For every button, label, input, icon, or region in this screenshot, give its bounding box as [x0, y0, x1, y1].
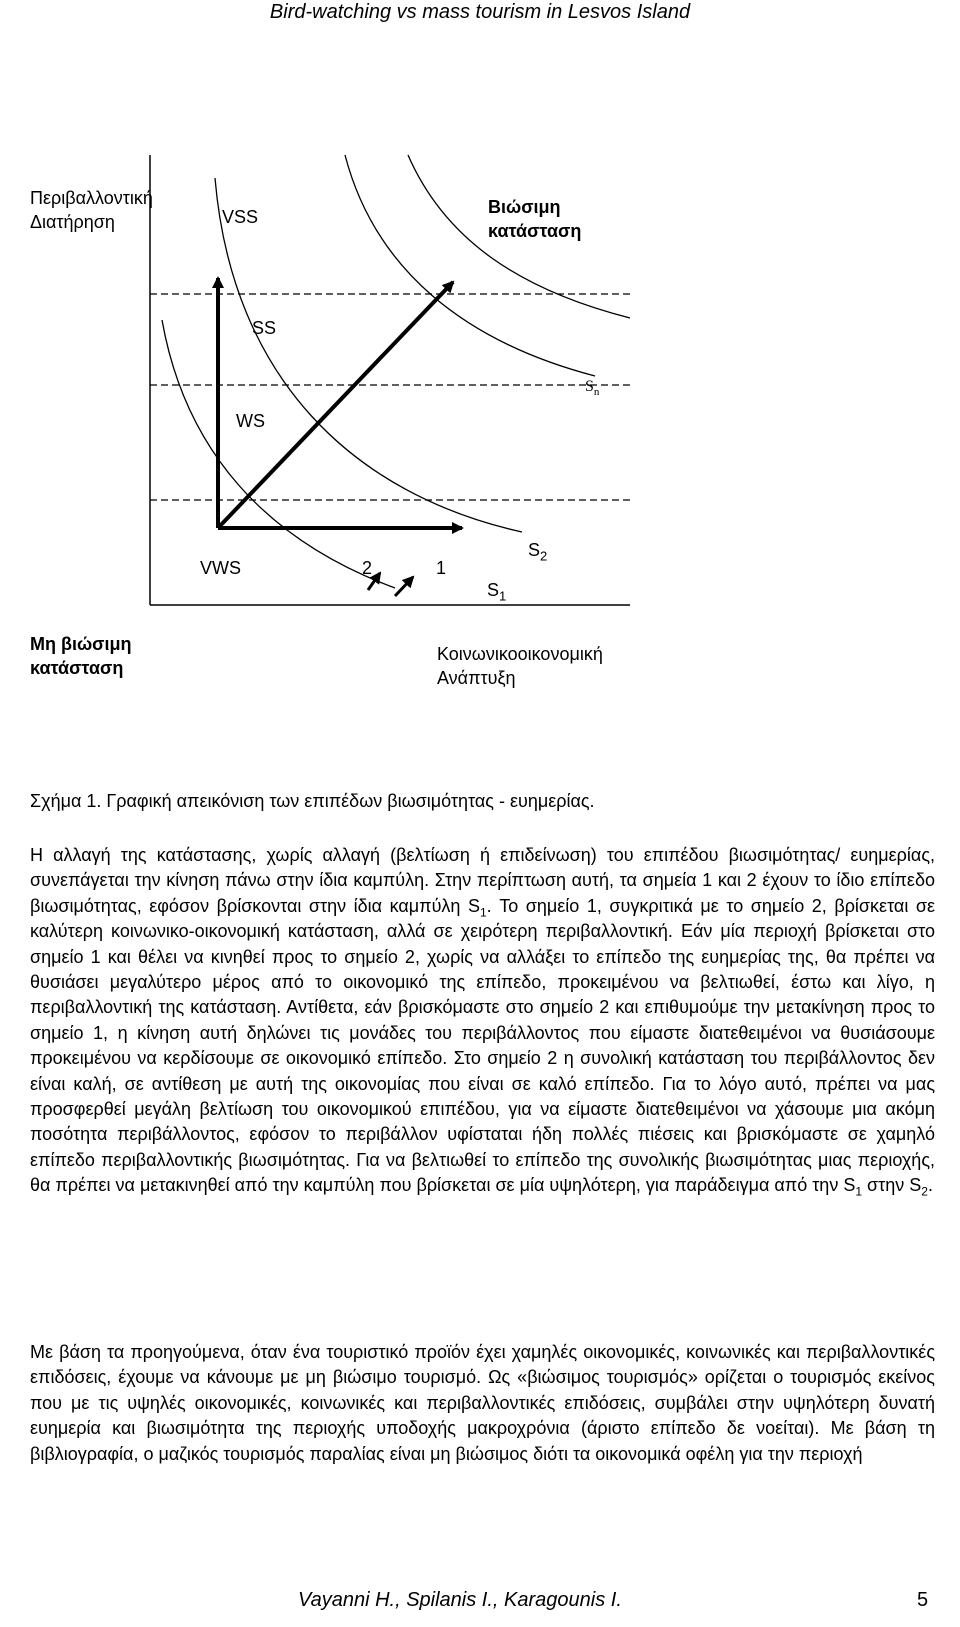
body-paragraph-1: Η αλλαγή της κατάστασης, χωρίς αλλαγή (βελτίωση ή επιδείνωση) του επιπέδου βιωσιμότητας/ ευημερίας, συνεπάγεται την κίνηση πάνω στην ίδια καμπύλη. Στην περίπτωση αυτή, τα σημεία 1 και 2 έχουν το ίδιο επίπεδο βιωσιμότητας, εφόσον βρίσκονται στην ίδια καμπύλη $S_1$. Το σημείο 1, συγκριτικά με το σημείο 2, βρίσκεται σε καλύτερη κοινωνικο-οικονομική κατάσταση, αλλά σε χειρότερη περιβαλλοντική. Εάν μία περιοχή βρίσκεται στο σημείο 1 και θέλει να κινηθεί προς το σημείο 2, χωρίς να αλλάξει το επίπεδο της ευημερίας της, θα πρέπει να θυσιάσει μεγαλύτερο μέρος από το οικονομικό της επίπεδο, προκειμένου να βελτιωθεί, έστω και λίγο, η περιβαλλοντική της κατάσταση. Αντίθετα, εάν βρισκόμαστε στο σημείο 2 και επιθυμούμε την μετακίνηση προς το σημείο 1, η κίνηση αυτή δηλώνει τις μονάδες του περιβάλλοντος που είμαστε διατεθειμένοι να θυσιάσουμε προκειμένου να κερδίσουμε σε οικονομικό επίπεδο. Στο σημείο 2 η συνολική κατάσταση του περιβάλλοντος δεν είναι καλή, σε αντίθεση με αυτή της οικονομίας που είναι σε καλό επίπεδο. Για το λόγο αυτό, πρέπει να μας προσφερθεί μεγάλη βελτίωση του οικονομικού επιπέδου, για να είμαστε διατεθειμένοι να χάσουμε μια ακόμη ποσότητα περιβάλλοντος, εφόσον το περιβάλλον υφίσταται ήδη πολλές πιέσεις και βρισκόμαστε σε χαμηλό επίπεδο περιβαλλοντικής βιωσιμότητας. Για να βελτιωθεί το επίπεδο της συνολικής βιωσιμότητας μιας περιοχής, θα πρέπει να μετακινηθεί από την καμπύλη που βρίσκεται σε μία υψηλότερη, για παράδειγμα από την $S_1$ στην $S_2$.: [30, 845, 935, 1199]
figure-graphic: [0, 150, 960, 710]
point-label-1: 1: [436, 558, 447, 578]
bottom-left-label: Μη βιώσιμη κατάσταση: [30, 634, 132, 678]
sustainability-figure: [0, 150, 960, 710]
footer-authors: Vayanni H., Spilanis I., Karagounis I.: [298, 1589, 622, 1611]
page-number: 5: [917, 1589, 929, 1611]
level-label-vws: VWS: [200, 558, 242, 578]
y-axis-label: Περιβαλλοντική Διατήρηση: [30, 188, 153, 232]
curve-label-s1: $S_1$: [487, 580, 507, 604]
figure-caption: Σχήμα 1. Γραφική απεικόνιση των επιπέδων βιωσιμότητας - ευημερίας.: [30, 791, 595, 811]
curve-label-sn: $S_n$: [585, 378, 600, 399]
top-right-label: Βιώσιμη κατάσταση: [488, 197, 582, 241]
level-label-ss: SS: [252, 318, 277, 338]
body-paragraph-2: Με βάση τα προηγούμενα, όταν ένα τουριστικό προϊόν έχει χαμηλές οικονομικές, κοινωνικές και περιβαλλοντικές επιδόσεις, έχουμε να κάνουμε με μη βιώσιμο τουρισμό. Ως «βιώσιμος τουρισμός» ορίζεται ο τουρισμός εκείνος που με τις υψηλές οικονομικές, κοινωνικές και περιβαλλοντικές επιδόσεις, συμβάλει στην υψηλότερη δυνατή ευημερία και βιωσιμότητα της περιοχής υποδοχής μακροχρόνια (άριστο επίπεδο δε νοείται). Με βάση τη βιβλιογραφία, ο μαζικός τουρισμός παραλίας είναι μη βιώσιμος διότι τα οικονομικά οφέλη για την περιοχή: [30, 1342, 935, 1464]
curve-label-s2: $S_2$: [528, 540, 548, 564]
running-header: Bird-watching vs mass tourism in Lesvos Island: [269, 1, 691, 23]
level-label-ws: WS: [236, 411, 265, 431]
arrow-point-1: [395, 577, 413, 596]
x-axis-label: Κοινωνικοοικονομική Ανάπτυξη: [437, 644, 603, 688]
curve-s2: [215, 178, 522, 532]
curve-s1: [162, 320, 395, 588]
level-label-vss: VSS: [222, 207, 259, 227]
point-label-2: 2: [362, 558, 373, 578]
curve-sn-inner: [345, 155, 595, 376]
